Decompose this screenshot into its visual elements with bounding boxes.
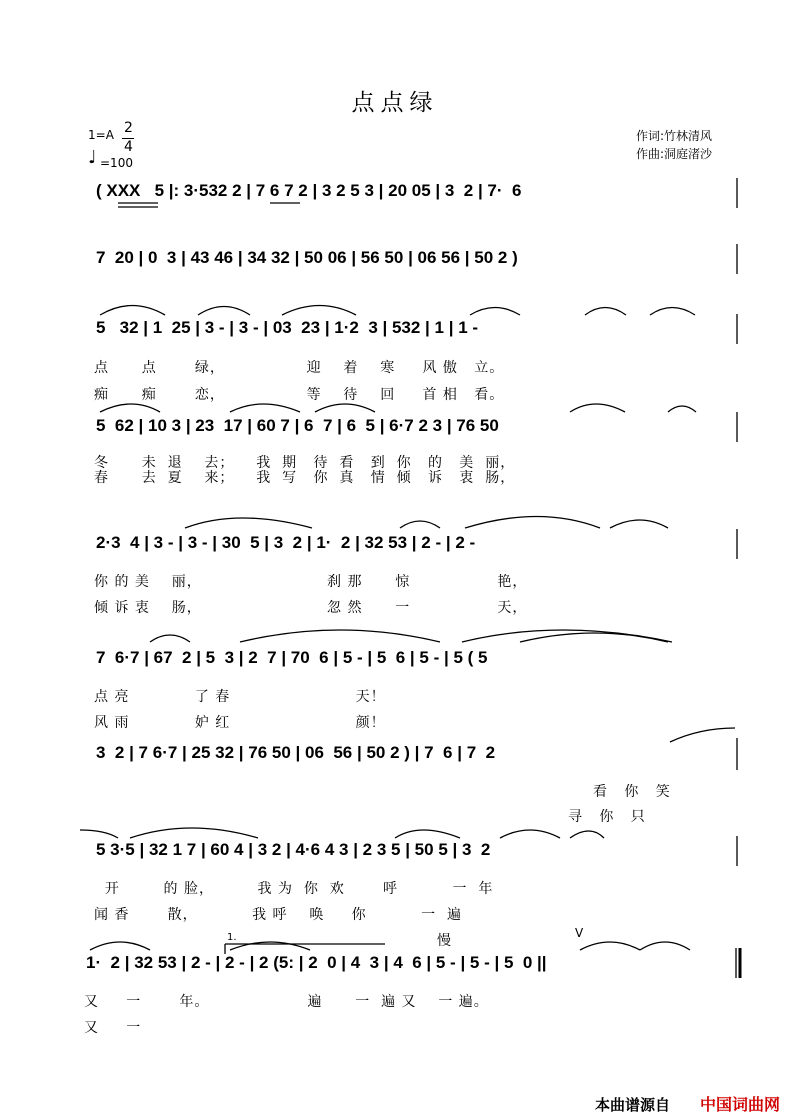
tempo-change-mark: 慢 <box>437 933 451 949</box>
lyric-row-8-verse-1: 开 的 脸， 我 为 你 欢 呼 一 年 <box>94 881 494 897</box>
notation-row-5: 2·3 4 | 3 - | 3 - | 30 5 | 3 2 | 1· 2 | 32 53 | 2 - | 2 - <box>96 533 476 552</box>
lyric-row-6-verse-1: 点 亮 了 春 天！ <box>94 689 386 705</box>
tempo-mark: =100 <box>100 156 133 170</box>
lyric-row-3-verse-1: 点 点 绿， 迎 着 寒 风 傲 立。 <box>94 360 505 376</box>
lyric-row-6-verse-2: 风 雨 妒 红 颜！ <box>94 715 386 731</box>
time-signature-bottom: 4 <box>124 139 133 155</box>
volta-bracket-label: 1. <box>227 932 237 943</box>
notation-row-2: 7 20 | 0 3 | 43 46 | 34 32 | 50 06 | 56 50 | 06 56 | 50 2 ) <box>96 248 518 267</box>
notation-row-7: 3 2 | 7 6·7 | 25 32 | 76 50 | 06 56 | 50 2 ) | 7 6 | 7 2 <box>96 743 496 762</box>
lyric-row-5-verse-2: 倾 诉 衷 肠， 忽 然 一 天， <box>94 600 528 616</box>
lyric-row-9-verse-1: 又 一 年。 遍 一 遍 又 一 遍。 <box>84 994 489 1010</box>
time-signature-top: 2 <box>124 120 133 136</box>
lyric-row-5-verse-1: 你 的 美 丽， 刹 那 惊 艳， <box>94 574 528 590</box>
lyric-row-4-verse-1: 冬 未 退 去； 我 期 待 看 到 你 的 美 丽， <box>94 455 516 471</box>
lyric-row-3-verse-2: 痴 痴 恋， 等 待 回 首 相 看。 <box>94 387 505 403</box>
footer-source-label: 本曲谱源自 <box>594 1096 670 1114</box>
lyric-row-4-verse-2: 春 去 夏 来； 我 写 你 真 情 倾 诉 衷 肠， <box>94 470 516 486</box>
quarter-note-icon: ♩ <box>88 147 97 168</box>
notation-row-3: 5 32 | 1 25 | 3 - | 3 - | 03 23 | 1·2 3 | 532 | 1 | 1 - <box>96 318 479 337</box>
notation-row-8: 5 3·5 | 32 1 7 | 60 4 | 3 2 | 4·6 4 3 | 2 3 5 | 50 5 | 3 2 <box>96 840 491 859</box>
footer-site-link[interactable]: 中国词曲网 <box>699 1095 780 1114</box>
notation-row-9: 1· 2 | 32 53 | 2 - | 2 - | 2 (5: | 2 0 | 4 3 | 4 6 | 5 - | 5 - | 5 0 || <box>86 953 547 972</box>
breath-mark: V <box>575 926 584 940</box>
key-signature: 1=A <box>88 128 114 142</box>
lyricist: 作词:竹林清风 <box>636 129 713 143</box>
notation-row-6: 7 6·7 | 67 2 | 5 3 | 2 7 | 70 6 | 5 - | 5 6 | 5 - | 5 ( 5 <box>96 648 488 667</box>
lyric-row-7-verse-1: 看 你 笑 <box>593 784 671 800</box>
lyric-row-7-verse-2: 寻 你 只 <box>568 809 646 825</box>
song-title: 点点绿 <box>351 90 439 116</box>
notation-row-4: 5 62 | 10 3 | 23 17 | 60 7 | 6 7 | 6 5 | 6·7 2 3 | 76 50 <box>96 416 499 435</box>
lyric-row-8-verse-2: 闻 香 散， 我 呼 唤 你 一 遍 <box>94 907 463 923</box>
composer: 作曲:洞庭渚沙 <box>636 147 713 161</box>
notation-row-1: ( XXX 5 |: 3·532 2 | 7 6 7 2 | 3 2 5 3 | 20 05 | 3 2 | 7· 6 <box>96 181 522 200</box>
lyric-row-9-verse-2: 又 一 <box>84 1020 142 1036</box>
